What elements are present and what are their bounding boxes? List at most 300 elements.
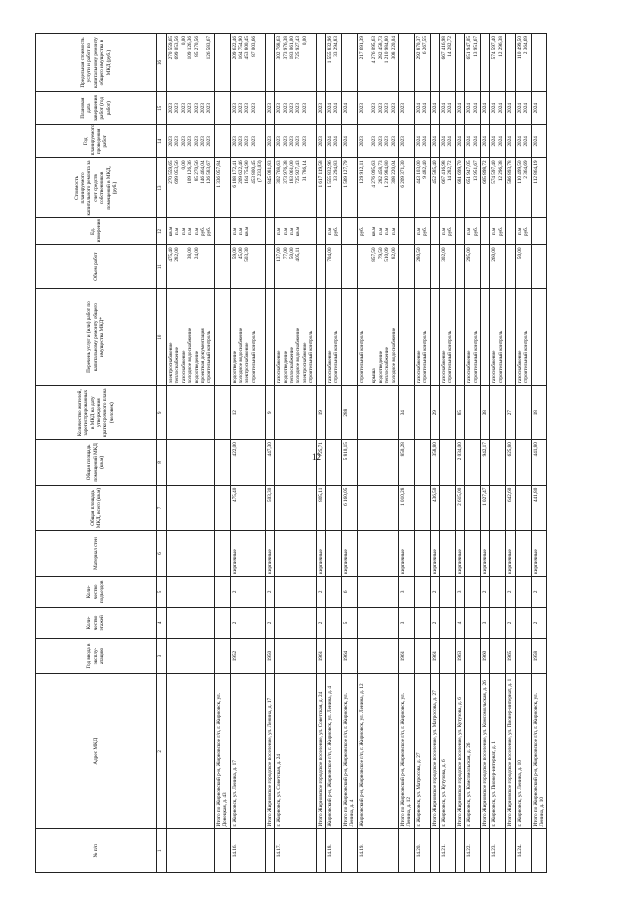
total-area	[167, 485, 215, 531]
row-number	[531, 829, 547, 873]
cell-line: 2023	[282, 136, 289, 147]
total-area	[414, 485, 430, 531]
wall-material: кирпичные	[230, 531, 265, 577]
year-built: 1961	[430, 638, 439, 673]
cell-line: 164 754,90	[238, 36, 245, 60]
volume-list	[414, 245, 430, 289]
cell-line: руб.	[447, 226, 454, 236]
table-row	[275, 34, 316, 873]
cell-line: 2024	[441, 136, 448, 147]
cell-line	[318, 220, 324, 242]
cell-line: 12 296,38	[497, 36, 504, 57]
total-area: 642,60	[506, 485, 515, 531]
table-row	[465, 34, 481, 873]
end-year-list	[275, 92, 316, 125]
cell-line: газоснабжение	[516, 350, 523, 384]
cell-line: 1 555 832,96	[326, 36, 333, 64]
cell-line: холодное водоснабжение	[390, 327, 397, 384]
unit-list	[341, 218, 357, 245]
cell-line: 699 053,56	[174, 36, 181, 60]
wall-material	[325, 531, 341, 577]
cost-list	[167, 158, 215, 218]
cell-line: 260,00	[491, 247, 498, 262]
unit-list	[167, 218, 215, 245]
cell-line	[507, 291, 513, 383]
cell-line: водоотведение	[377, 350, 384, 384]
cell-line: холодное водоснабжение	[187, 327, 194, 384]
address-cell: Итого по Жирновский р-н, Жирновское г/п, г. Жирновск, ул. Донецкая, д. 43	[214, 674, 230, 829]
row-number: 14.24.	[515, 829, 531, 873]
table-row	[490, 34, 506, 873]
floors-count	[357, 607, 398, 638]
cell-line: 85 270,56	[193, 36, 200, 57]
cell-line: 2024	[415, 103, 422, 114]
plan-year-list	[440, 125, 456, 158]
cell-line: 110 499,50	[516, 160, 523, 184]
cell-line: 453 800,45	[250, 160, 257, 184]
wall-material: кирпичные	[399, 531, 415, 577]
end-year-list	[316, 92, 325, 125]
cell-line	[507, 247, 513, 286]
cell-line: п.м	[441, 227, 448, 236]
cell-line	[457, 36, 463, 89]
cell-line: 2023	[276, 103, 283, 114]
floors-count	[167, 607, 215, 638]
cell-line: 14 282,72	[447, 160, 454, 182]
address-cell: г. Жирновск, ул. Советская, д. 24	[275, 674, 316, 829]
cell-line: 704,00	[326, 247, 333, 262]
cell-line: 33 294,83	[333, 160, 340, 182]
cell-line: 2023	[377, 136, 384, 147]
total-area: 475,40	[230, 485, 265, 531]
column-header: Общая площадь помещений МКД (кв.м)	[36, 440, 157, 486]
cost-list	[531, 158, 547, 218]
limit-list	[465, 34, 481, 92]
row-number: 14.16.	[230, 829, 265, 873]
total-area: 441,80	[531, 485, 547, 531]
end-year-list	[214, 92, 230, 125]
cell-line: 2024	[415, 136, 422, 147]
total-area	[325, 485, 341, 531]
volume-list	[430, 245, 439, 289]
limit-list	[399, 34, 415, 92]
cell-line: 510,09	[384, 247, 391, 262]
cell-line	[206, 247, 212, 286]
cell-line: водоотведение	[282, 350, 289, 384]
cell-line: 1 210 984,80	[384, 36, 391, 64]
entrances-count: 2	[430, 576, 439, 607]
cell-line: 651 947,05	[466, 160, 473, 184]
cell-line	[533, 220, 539, 242]
rooms-area: 447,30	[265, 440, 274, 486]
residents-count	[275, 386, 316, 440]
capital-repair-table	[35, 33, 547, 873]
year-built: 1964	[341, 638, 357, 673]
cell-line: 217 691,39	[358, 36, 365, 60]
cell-line	[473, 247, 479, 286]
cell-line: строительный контроль	[497, 330, 504, 384]
cell-line: 9 482,40	[422, 160, 429, 179]
total-area	[440, 485, 456, 531]
end-year-list	[265, 92, 274, 125]
volume-list	[481, 245, 490, 289]
cell-line: 574 597,40	[491, 36, 498, 60]
cell-line: 699 053,56	[174, 160, 181, 184]
cell-line: 2023	[180, 103, 187, 114]
address-cell: Итого Жирновское городское поселение, ул. Пионер-интернат, д. 1	[506, 674, 515, 829]
rooms-area	[414, 440, 430, 486]
cell-line: строительный контроль	[206, 330, 213, 384]
entrances-count: 3	[399, 576, 415, 607]
cell-line: строительный контроль	[447, 330, 454, 384]
work-list	[531, 288, 547, 385]
cell-line: 1 210 984,80	[384, 160, 391, 188]
cell-line: 2024	[342, 136, 349, 147]
cell-line: 6 209 371,30	[400, 160, 406, 188]
cell-line: строительный контроль	[472, 330, 479, 384]
row-number	[341, 829, 357, 873]
cell-line: 2024	[466, 136, 473, 147]
limit-list	[316, 34, 325, 92]
unit-list	[506, 218, 515, 245]
table-row	[341, 34, 357, 873]
limit-list	[440, 34, 456, 92]
unit-list	[325, 218, 341, 245]
cell-line: холодное водоснабжение	[295, 327, 302, 384]
cell-line: 574 597,40	[491, 160, 498, 184]
cell-line: 2023	[295, 136, 302, 147]
entrances-count	[325, 576, 341, 607]
cell-line: газоснабжение	[466, 350, 473, 384]
rooms-area: 5 810,15	[341, 440, 357, 486]
year-built: 1952	[230, 638, 265, 673]
column-number: 10	[157, 288, 167, 385]
cell-line	[498, 247, 504, 286]
end-year-list	[531, 92, 547, 125]
cell-line: 2024	[523, 136, 530, 147]
column-number: 12	[157, 218, 167, 245]
cell-line: 2024	[422, 136, 429, 147]
cell-line: 110 499,50	[516, 36, 523, 60]
table-row	[455, 34, 464, 873]
unit-list	[265, 218, 274, 245]
cell-line: водоотведение	[193, 350, 200, 384]
cell-line: 2023	[282, 103, 289, 114]
cell-line	[343, 220, 349, 242]
address-cell: Жирновский р-н, Жирновское г/п, г. Жирновск, ул. Ленина, д. 4	[325, 674, 341, 829]
cost-list	[506, 158, 515, 218]
total-area	[465, 485, 481, 531]
residents-count: 29	[430, 386, 439, 440]
row-number: 14.19.	[357, 829, 398, 873]
cell-line: 2023	[187, 136, 194, 147]
cell-line: 302 768,63	[276, 36, 283, 60]
residents-count	[440, 386, 456, 440]
cell-line: п.м	[466, 227, 473, 236]
limit-list	[167, 34, 215, 92]
cell-line: 282 458,73	[377, 160, 384, 184]
cell-line: 85 270,56	[193, 160, 200, 182]
unit-list	[515, 218, 531, 245]
column-number: 7	[157, 485, 167, 531]
cell-line	[318, 247, 324, 286]
address-cell: г. Жирновск, ул. Кутузова, д. 6	[440, 674, 456, 829]
residents-count	[515, 386, 531, 440]
cell-line	[343, 36, 349, 89]
table-row	[265, 34, 274, 873]
cell-line	[318, 291, 324, 383]
year-built	[167, 638, 215, 673]
address-cell: г. Жирновск, ул. Пионер-интернат, д. 1	[490, 674, 506, 829]
cell-line: 282,00	[174, 247, 181, 262]
entrances-count: 2	[481, 576, 490, 607]
entrances-count	[214, 576, 230, 607]
cell-line: 24,00	[193, 247, 200, 260]
unit-list	[230, 218, 265, 245]
cell-line: 109 126,36	[187, 36, 194, 60]
cell-line: строительный контроль	[422, 330, 429, 384]
cell-line: 405,11	[295, 247, 302, 262]
cell-line: 0,00	[180, 36, 187, 46]
unit-list	[531, 218, 547, 245]
cell-line: 2024	[326, 136, 333, 147]
row-number	[481, 829, 490, 873]
column-number: 16	[157, 34, 167, 92]
unit-list	[430, 218, 439, 245]
cost-list	[481, 158, 490, 218]
plan-year-list	[481, 125, 490, 158]
table-row	[325, 34, 341, 873]
cell-line: 2024	[497, 103, 504, 114]
cost-list	[465, 158, 481, 218]
work-list	[316, 288, 325, 385]
plan-year-list	[357, 125, 398, 158]
row-number	[265, 829, 274, 873]
cell-line: 31 786,14	[301, 160, 308, 182]
rooms-area	[325, 440, 341, 486]
year-built	[515, 638, 531, 673]
year-built	[465, 638, 481, 673]
cell-line: газоснабжение	[491, 350, 498, 384]
address-cell: Итого Жирновское городское поселение, ул. Ленина, д. 17	[265, 674, 274, 829]
residents-count	[414, 386, 430, 440]
end-year-list	[455, 92, 464, 125]
work-list	[325, 288, 341, 385]
cell-line: 2023	[231, 103, 238, 114]
unit-list	[455, 218, 464, 245]
cell-line: 4 276 095,63	[371, 160, 378, 188]
end-year-list	[357, 92, 398, 125]
column-number: 9	[157, 386, 167, 440]
year-built: 1960	[481, 638, 490, 673]
entrances-count: 6	[341, 576, 357, 607]
rotated-table-container	[35, 33, 625, 873]
cell-line: 2024	[431, 136, 438, 147]
row-number: 14.23.	[490, 829, 506, 873]
floors-count	[214, 607, 230, 638]
cell-line: 503,30	[244, 247, 251, 262]
work-list	[167, 288, 215, 385]
work-list	[414, 288, 430, 385]
volume-list	[214, 245, 230, 289]
volume-list	[531, 245, 547, 289]
total-area: 1 027,47	[481, 485, 490, 531]
cell-line: п.м	[231, 227, 238, 236]
address-cell	[167, 674, 215, 829]
unit-list	[490, 218, 506, 245]
table-row	[430, 34, 439, 873]
plan-year-list	[214, 125, 230, 158]
cell-line: 13 951,67	[472, 160, 479, 182]
cell-line: 2024	[516, 136, 523, 147]
cell-line	[482, 220, 488, 242]
cell-line: 126 583,67	[206, 36, 213, 60]
column-number: 1	[157, 829, 167, 873]
volume-list	[325, 245, 341, 289]
cell-line: п.м	[238, 227, 245, 236]
address-cell: Итого Жирновское городское поселение, ул. Матросова, д. 27	[430, 674, 439, 829]
plan-year-list	[275, 125, 316, 158]
wall-material	[357, 531, 398, 577]
cell-line: 282 458,73	[377, 36, 384, 60]
cell-line: 857,50	[371, 247, 378, 262]
cell-line	[267, 36, 273, 89]
cell-line: 112 864,19	[532, 160, 539, 184]
residents-count: 12	[230, 386, 265, 440]
cell-line	[267, 291, 273, 383]
cell-line: руб.	[206, 226, 213, 236]
limit-list	[341, 34, 357, 92]
cell-line	[216, 36, 222, 89]
row-number: 14.21.	[440, 829, 456, 873]
column-number: 11	[157, 245, 167, 289]
end-year-list	[167, 92, 215, 125]
cell-line: 667 416,98	[441, 36, 448, 60]
wall-material	[515, 531, 531, 577]
cell-line: строительный контроль	[333, 330, 340, 384]
table-row	[506, 34, 515, 873]
cell-line: 2023	[200, 103, 207, 114]
cell-line: 2023	[206, 103, 213, 114]
rooms-area	[465, 440, 481, 486]
cell-line: п.м	[187, 227, 194, 236]
rooms-area	[167, 440, 215, 486]
address-cell: Итого Жирновское городское поселение, ул. Советская, д. 24	[316, 674, 325, 829]
cell-line: 2024	[333, 136, 340, 147]
cell-line	[400, 220, 406, 242]
volume-list	[440, 245, 456, 289]
cell-line: 50,00	[516, 247, 523, 260]
cell-line: крыша	[371, 368, 378, 384]
cost-list	[265, 158, 274, 218]
end-year-list	[481, 92, 490, 125]
cell-line: 2023	[206, 136, 213, 147]
year-built	[275, 638, 316, 673]
year-built	[414, 638, 430, 673]
column-header: Предельная стоимость услуги и работ по капитальному ремонту общего имущества в МКД (руб.)	[36, 34, 157, 92]
address-cell: г. Жирновск, ул. Ленина, д. 17	[230, 674, 265, 829]
row-number: 14.20.	[414, 829, 430, 873]
residents-count: 9	[265, 386, 274, 440]
limit-list	[357, 34, 398, 92]
year-built: 1963	[455, 638, 464, 673]
rooms-area: 725,71	[316, 440, 325, 486]
table-row	[481, 34, 490, 873]
rooms-area: 358,80	[430, 440, 439, 486]
cell-line: 2024	[326, 103, 333, 114]
end-year-list	[506, 92, 515, 125]
cell-line	[251, 247, 257, 286]
cell-line: 2024	[466, 103, 473, 114]
cell-line: теплоснабжение	[288, 347, 295, 384]
cell-line: п.м	[180, 227, 187, 236]
cell-line: 2024	[447, 103, 454, 114]
rooms-area	[214, 440, 230, 486]
cell-line: 146 464,04	[200, 160, 207, 184]
rooms-area: 422,00	[230, 440, 265, 486]
cell-line: п.м	[384, 227, 391, 236]
end-year-list	[465, 92, 481, 125]
volume-list	[399, 245, 415, 289]
end-year-list	[399, 92, 415, 125]
cell-line: 2023	[238, 136, 245, 147]
wall-material: кирпичные	[506, 531, 515, 577]
wall-material: кирпичные	[265, 531, 274, 577]
cell-line: 209 622,46	[231, 36, 238, 60]
cell-line: 87 003,66	[250, 36, 257, 57]
plan-year-list	[325, 125, 341, 158]
end-year-list	[325, 92, 341, 125]
cell-line: 2023	[250, 136, 257, 147]
cell-line: 1 617 119,58	[317, 160, 324, 188]
cell-line: 2024	[422, 103, 429, 114]
year-built: 1965	[506, 638, 515, 673]
volume-list	[357, 245, 398, 289]
volume-list	[275, 245, 316, 289]
cell-line: 280,50	[415, 247, 422, 262]
table-row	[531, 34, 547, 873]
column-number: 3	[157, 638, 167, 673]
address-cell: Жирновский р-н, Жирновское г/п, г. Жирновск, ул. Ленина, д. 12	[357, 674, 398, 829]
year-built	[440, 638, 456, 673]
limit-list	[265, 34, 274, 92]
unit-list	[414, 218, 430, 245]
cell-line	[216, 127, 222, 155]
cell-line	[533, 36, 539, 89]
rooms-area	[490, 440, 506, 486]
cell-line: 2023	[301, 103, 308, 114]
cost-list	[275, 158, 316, 218]
cell-line	[523, 247, 529, 286]
cell-line: п.м	[390, 227, 397, 236]
rooms-area: 942,17	[481, 440, 490, 486]
row-number	[399, 829, 415, 873]
work-list	[341, 288, 357, 385]
cell-line: 2023	[174, 136, 181, 147]
plan-year-list	[465, 125, 481, 158]
total-area	[357, 485, 398, 531]
column-header: Материал стен	[36, 531, 157, 577]
cell-line: 183 061,00	[288, 36, 295, 60]
year-built	[357, 638, 398, 673]
cell-line: 1 336 057,84	[215, 160, 222, 188]
cell-line: 373 976,38	[282, 160, 289, 184]
floors-count	[490, 607, 506, 638]
cell-line	[482, 291, 488, 383]
cell-line: 2024	[431, 103, 438, 114]
table-row	[440, 34, 456, 873]
cell-line	[267, 220, 273, 242]
